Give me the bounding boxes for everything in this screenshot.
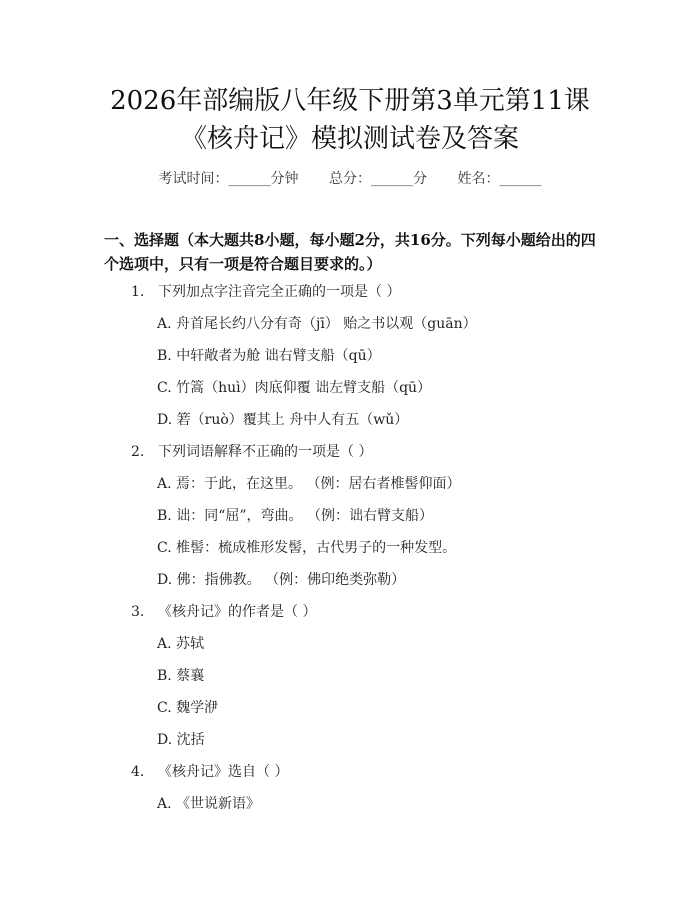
- exam-time: 考试时间：______分钟: [158, 171, 299, 187]
- option-3b: B. 蔡襄: [157, 668, 205, 684]
- question-stem: 《核舟记》的作者是（ ）: [158, 604, 317, 620]
- option-4a: A. 《世说新语》: [157, 796, 261, 812]
- question-number: 1.: [131, 284, 145, 300]
- option-2a: A. 焉：于此，在这里。 （例：居右者椎髻仰面）: [157, 476, 461, 492]
- option-1b: B. 中轩敞者为舱 诎右臂支船（qū）: [157, 348, 381, 364]
- option-2b: B. 诎：同“屈”，弯曲。 （例：诎右臂支船）: [157, 508, 433, 524]
- question-1: [131, 281, 400, 301]
- question-number: 3.: [131, 604, 145, 620]
- option-2c: C. 椎髻：梳成椎形发髻，古代男子的一种发型。: [157, 540, 457, 556]
- option-1d: D. 箬（ruò）覆其上 舟中人有五（wǔ）: [157, 412, 409, 428]
- section-heading: 一、选择题（本大题共8小题，每小题2分，共16分。下列每小题给出的四个选项中，只有一项是符合题目要求的。）: [104, 231, 596, 273]
- question-number: 4.: [131, 764, 145, 780]
- option-3c: C. 魏学洢: [157, 700, 219, 716]
- exam-score: 总分：______分: [329, 171, 427, 187]
- question-stem: 下列加点字注音完全正确的一项是（ ）: [158, 284, 401, 300]
- option-1c: C. 竹篙（huì）肉底仰覆 诎左臂支船（qū）: [157, 380, 432, 396]
- option-3a: A. 苏轼: [157, 636, 205, 652]
- question-number: 2.: [131, 444, 145, 460]
- exam-meta: [0, 168, 700, 188]
- question-stem: 《核舟记》选自（ ）: [158, 764, 289, 780]
- question-2: [131, 441, 372, 461]
- paper-title-line2: 《核舟记》模拟测试卷及答案: [180, 124, 519, 154]
- option-2d: D. 佛：指佛教。 （例：佛印绝类弥勒）: [157, 572, 406, 588]
- question-4: [131, 761, 288, 781]
- question-3: [131, 601, 316, 621]
- question-stem: 下列词语解释不正确的一项是（ ）: [158, 444, 373, 460]
- paper-title-line1: 2026年部编版八年级下册第3单元第11课: [110, 86, 590, 116]
- option-1a: A. 舟首尾长约八分有奇（jī） 贻之书以观（guān）: [157, 316, 477, 332]
- exam-name: 姓名：______: [457, 171, 542, 187]
- option-3d: D. 沈括: [157, 732, 205, 748]
